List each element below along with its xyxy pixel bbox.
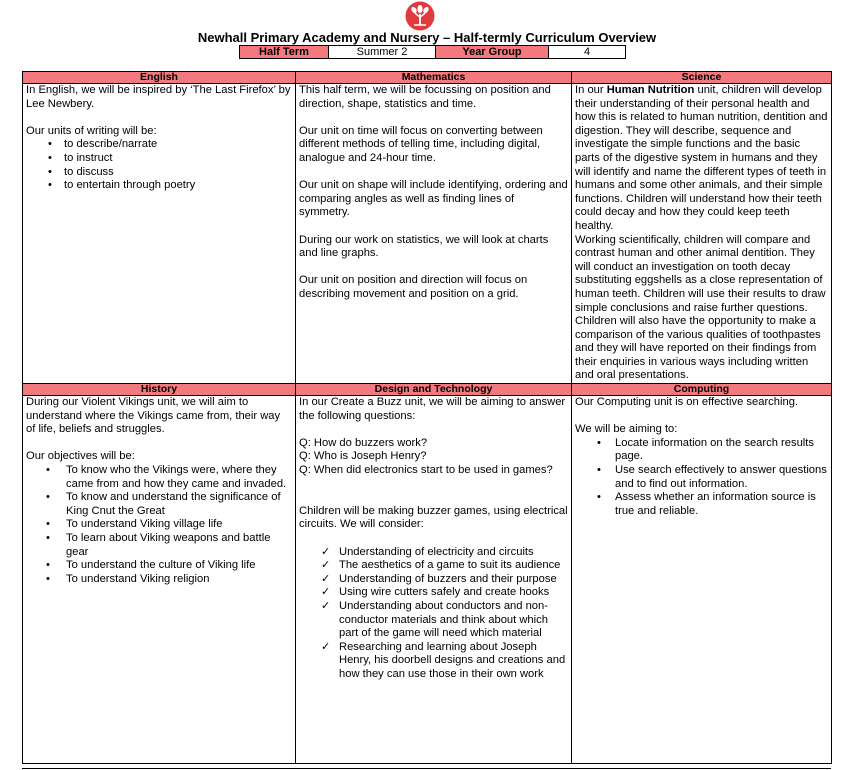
history-heading: History [23, 384, 296, 396]
english-intro: In English, we will be inspired by ‘The Last Firefox’ by Lee Newbery. [26, 84, 291, 110]
dt-heading: Design and Technology [296, 384, 572, 396]
list-item: • to describe/narrate [26, 138, 292, 152]
maths-paragraph: This half term, we will be focussing on position and direction, shape, statistics and time. [299, 84, 551, 110]
list-item: • to instruct [26, 152, 292, 166]
history-intro: During our Violent Vikings unit, we will aim to understand where the Vikings came from, their way of life, beliefs and struggles. [26, 396, 281, 436]
dt-question: Q: How do buzzers work? [299, 436, 428, 449]
english-units-intro: Our units of writing will be: [26, 124, 157, 137]
science-heading: Science [572, 72, 832, 84]
list-item: • To understand Viking religion [26, 573, 292, 587]
dt-consider-intro: Children will be making buzzer games, using electrical circuits. We will consider: [299, 504, 568, 531]
half-term-label: Half Term [240, 46, 329, 59]
maths-paragraph: Our unit on position and direction will focus on describing movement and position on a grid. [299, 274, 528, 300]
english-heading: English [23, 72, 296, 84]
computing-aims-intro: We will be aiming to: [575, 423, 678, 436]
science-paragraph-1: In our Human Nutrition unit, children will develop their understanding of their personal health and how this is related to human nutrition, dentition and digestion. They will describe, sequence and investigate the simple functions and the basic parts of the digestive system in humans and they will identify and name the different types of teeth in humans and some other animals, and their simple functions. Children will understand how their teeth could decay and how they could keep teeth healthy. [575, 84, 828, 232]
list-item: • to discuss [26, 166, 292, 180]
list-item: • Locate information on the search results page. [575, 437, 828, 464]
dt-intro: In our Create a Buzz unit, we will be aiming to answer the following questions: [299, 396, 566, 422]
year-group-label: Year Group [436, 46, 549, 59]
year-group-value: 4 [549, 46, 626, 59]
dt-cell [296, 396, 572, 764]
list-item: ✓ The aesthetics of a game to suit its audience [299, 559, 568, 573]
academy-logo-icon [405, 1, 435, 31]
list-item: • To know who the Vikings were, where they came from and how they came and invaded. [26, 464, 292, 491]
dt-question: Q: Who is Joseph Henry? [299, 450, 427, 463]
page-title: Newhall Primary Academy and Nursery – Half-termly Curriculum Overview [197, 30, 657, 45]
list-item: ✓ Using wire cutters safely and create hooks [299, 586, 568, 600]
science-unit-name: Human Nutrition [606, 84, 695, 96]
list-item: • To understand the culture of Viking life [26, 559, 292, 573]
computing-intro: Our Computing unit is on effective searching. [575, 396, 799, 409]
maths-heading: Mathematics [296, 72, 572, 84]
list-item: • To learn about Viking weapons and battle gear [26, 532, 292, 559]
list-item: • to entertain through poetry [26, 179, 292, 193]
maths-paragraph: Our unit on shape will include identifying, ordering and comparing angles as well as finding lines of symmetry. [299, 179, 568, 219]
term-info-table [239, 45, 626, 59]
history-cell [23, 396, 296, 764]
dt-question: Q: When did electronics start to be used in games? [299, 464, 553, 477]
maths-paragraph: Our unit on time will focus on converting between different methods of telling time, including digital, analogue and 24-hour time. [299, 124, 543, 164]
list-item: • Use search effectively to answer questions and to find out information. [575, 464, 828, 491]
maths-cell [296, 84, 572, 384]
list-item: ✓ Understanding about conductors and non-conductor materials and think about which part of the game will need which material [299, 600, 568, 641]
page-bottom-rule [22, 768, 831, 769]
science-cell [572, 84, 832, 384]
list-item: • To know and understand the significance of King Cnut the Great [26, 491, 292, 518]
science-paragraph-2: Working scientifically, children will compare and contrast human and other animal dentition. They will conduct an investigation on tooth decay substituting eggshells as a close representation of human teeth. Children will use their results to draw simple conclusions and raise further questions. Children will also have the opportunity to make a comparison of the various qualities of toothpastes and they will have reported on their findings from their enquiries in various ways including written and oral presentations. [575, 233, 826, 382]
computing-heading: Computing [572, 384, 832, 396]
list-item: • To understand Viking village life [26, 518, 292, 532]
list-item: • Assess whether an information source is true and reliable. [575, 491, 828, 518]
list-item: ✓ Understanding of electricity and circuits [299, 546, 568, 560]
english-cell [23, 84, 296, 384]
list-item: ✓ Researching and learning about Joseph Henry, his doorbell designs and creations and how they can use those in their own work [299, 641, 568, 682]
curriculum-grid [22, 71, 832, 764]
maths-paragraph: During our work on statistics, we will look at charts and line graphs. [299, 233, 549, 260]
list-item: ✓ Understanding of buzzers and their purpose [299, 573, 568, 587]
computing-cell [572, 396, 832, 764]
history-objectives-intro: Our objectives will be: [26, 450, 135, 463]
half-term-value: Summer 2 [329, 46, 436, 59]
